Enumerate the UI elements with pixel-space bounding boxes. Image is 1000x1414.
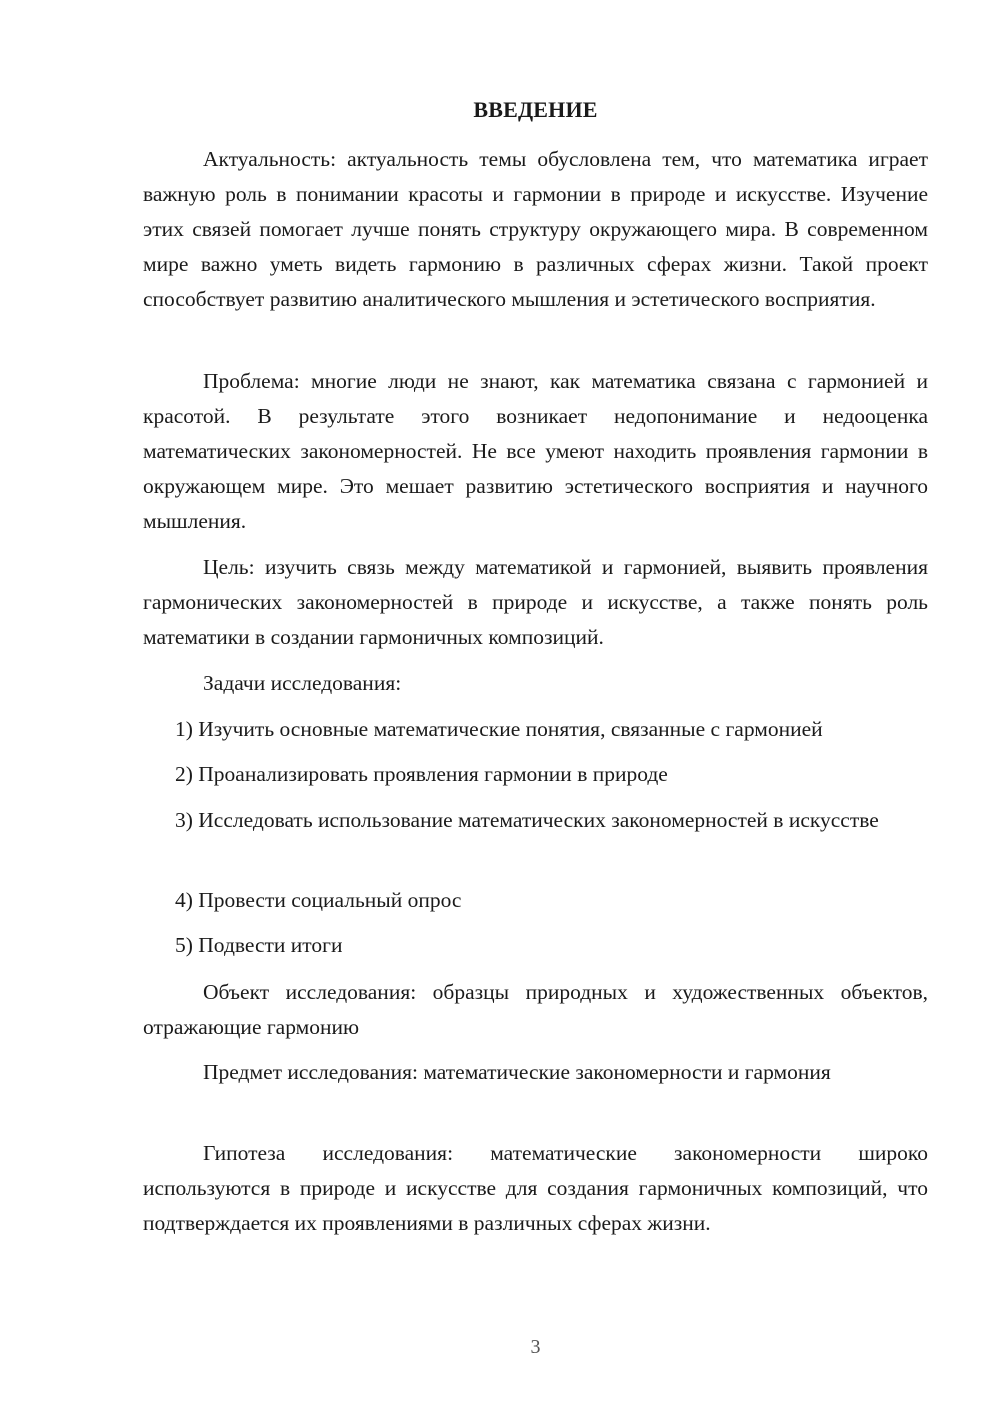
tasks-heading: Задачи исследования: <box>203 671 402 695</box>
paragraph-relevance: Актуальность: актуальность темы обусловлена тем, что математика играет важную роль в понимании красоты и гармонии в природе и искусстве. Изучение этих связей помогает лучше понять структуру окружающего мира. В современном мире важно уметь видеть гармонию в различных сферах жизни. Такой проект способствует развитию аналитического мышления и эстетического восприятия. <box>143 147 928 311</box>
task-item-4: 4) Провести социальный опрос <box>175 888 462 912</box>
page-title: ВВЕДЕНИЕ <box>473 97 598 122</box>
page-number: 3 <box>530 1336 541 1358</box>
paragraph-goal: Цель: изучить связь между математикой и гармонией, выявить проявления гармонических закономерностей в природе и искусстве, а также понять роль математики в создании гармоничных композиций. <box>143 555 928 649</box>
task-item-5: 5) Подвести итоги <box>175 933 343 957</box>
paragraph-object: Объект исследования: образцы природных и художественных объектов, отражающие гармонию <box>143 980 928 1039</box>
task-item-3: 3) Исследовать использование математических закономерностей в искусстве <box>175 808 879 832</box>
task-item-1: 1) Изучить основные математические понятия, связанные с гармонией <box>175 717 823 741</box>
paragraph-subject: Предмет исследования: математические закономерности и гармония <box>203 1060 831 1084</box>
paragraph-hypothesis: Гипотеза исследования: математические закономерности широко используются в природе и искусстве для создания гармоничных композиций, что подтверждается их проявлениями в различных сферах жизни. <box>143 1141 928 1235</box>
paragraph-problem: Проблема: многие люди не знают, как математика связана с гармонией и красотой. В результате этого возникает недопонимание и недооценка математических закономерностей. Не все умеют находить проявления гармонии в окружающем мире. Это мешает развитию эстетического восприятия и научного мышления. <box>143 369 928 533</box>
task-item-2: 2) Проанализировать проявления гармонии в природе <box>175 762 668 786</box>
